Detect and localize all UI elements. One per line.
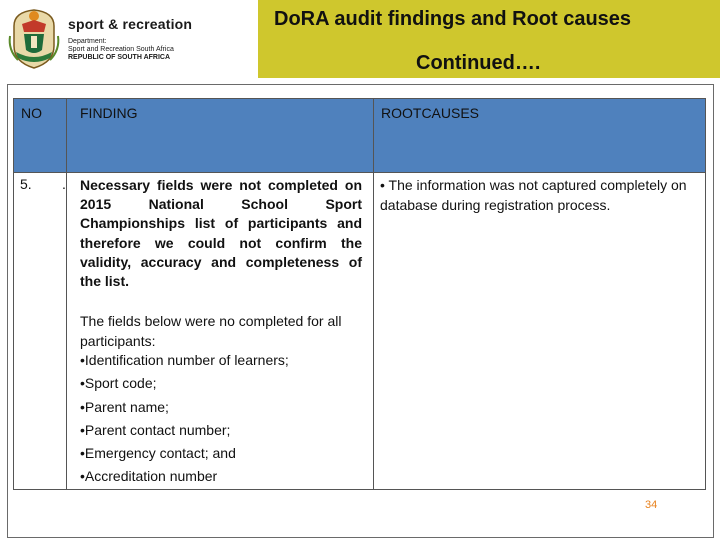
list-item: •Identification number of learners; bbox=[80, 352, 289, 368]
column-header-no: NO bbox=[21, 105, 42, 121]
fields-intro-text: The fields below were no completed for all participants: bbox=[80, 313, 342, 349]
table-column-divider bbox=[373, 98, 374, 490]
list-item: •Parent contact number; bbox=[80, 421, 231, 438]
table-bottom-border bbox=[13, 489, 706, 490]
table-top-border bbox=[13, 98, 706, 99]
table-header-divider bbox=[13, 172, 706, 173]
slide-subtitle: Continued…. bbox=[416, 52, 541, 74]
brand-title: sport & recreation bbox=[68, 16, 193, 32]
page-number: 34 bbox=[645, 499, 658, 511]
finding-text: Necessary fields were not completed on 2015 National School Sport Championships list of participants and therefore we could not confirm the validity, accuracy and completeness of the list. bbox=[80, 177, 362, 290]
list-item: •Sport code; bbox=[80, 375, 157, 392]
missing-fields-list bbox=[80, 349, 289, 489]
slide-title: DoRA audit findings and Root causes bbox=[274, 8, 632, 30]
root-cause-text: • The information was not captured completely on database during registration process. bbox=[380, 177, 687, 213]
column-header-finding: FINDING bbox=[80, 105, 138, 121]
title-banner bbox=[258, 0, 720, 78]
brand-department-label: Department: bbox=[68, 38, 107, 45]
list-item: •Emergency contact; and bbox=[80, 445, 236, 462]
list-item: •Accreditation number bbox=[80, 468, 218, 485]
coat-of-arms-icon bbox=[6, 6, 62, 70]
brand-department-name: Sport and Recreation South Africa bbox=[68, 46, 174, 53]
table-column-divider bbox=[66, 98, 67, 490]
table-right-border bbox=[705, 98, 706, 490]
column-header-rootcauses: ROOTCAUSES bbox=[381, 105, 480, 121]
table-left-border bbox=[13, 98, 14, 490]
brand-logo-area bbox=[0, 0, 258, 78]
list-item: •Parent name; bbox=[80, 398, 169, 415]
row-number: 5. bbox=[20, 176, 32, 192]
brand-country: REPUBLIC OF SOUTH AFRICA bbox=[68, 54, 171, 61]
row-marker: . bbox=[62, 176, 66, 192]
